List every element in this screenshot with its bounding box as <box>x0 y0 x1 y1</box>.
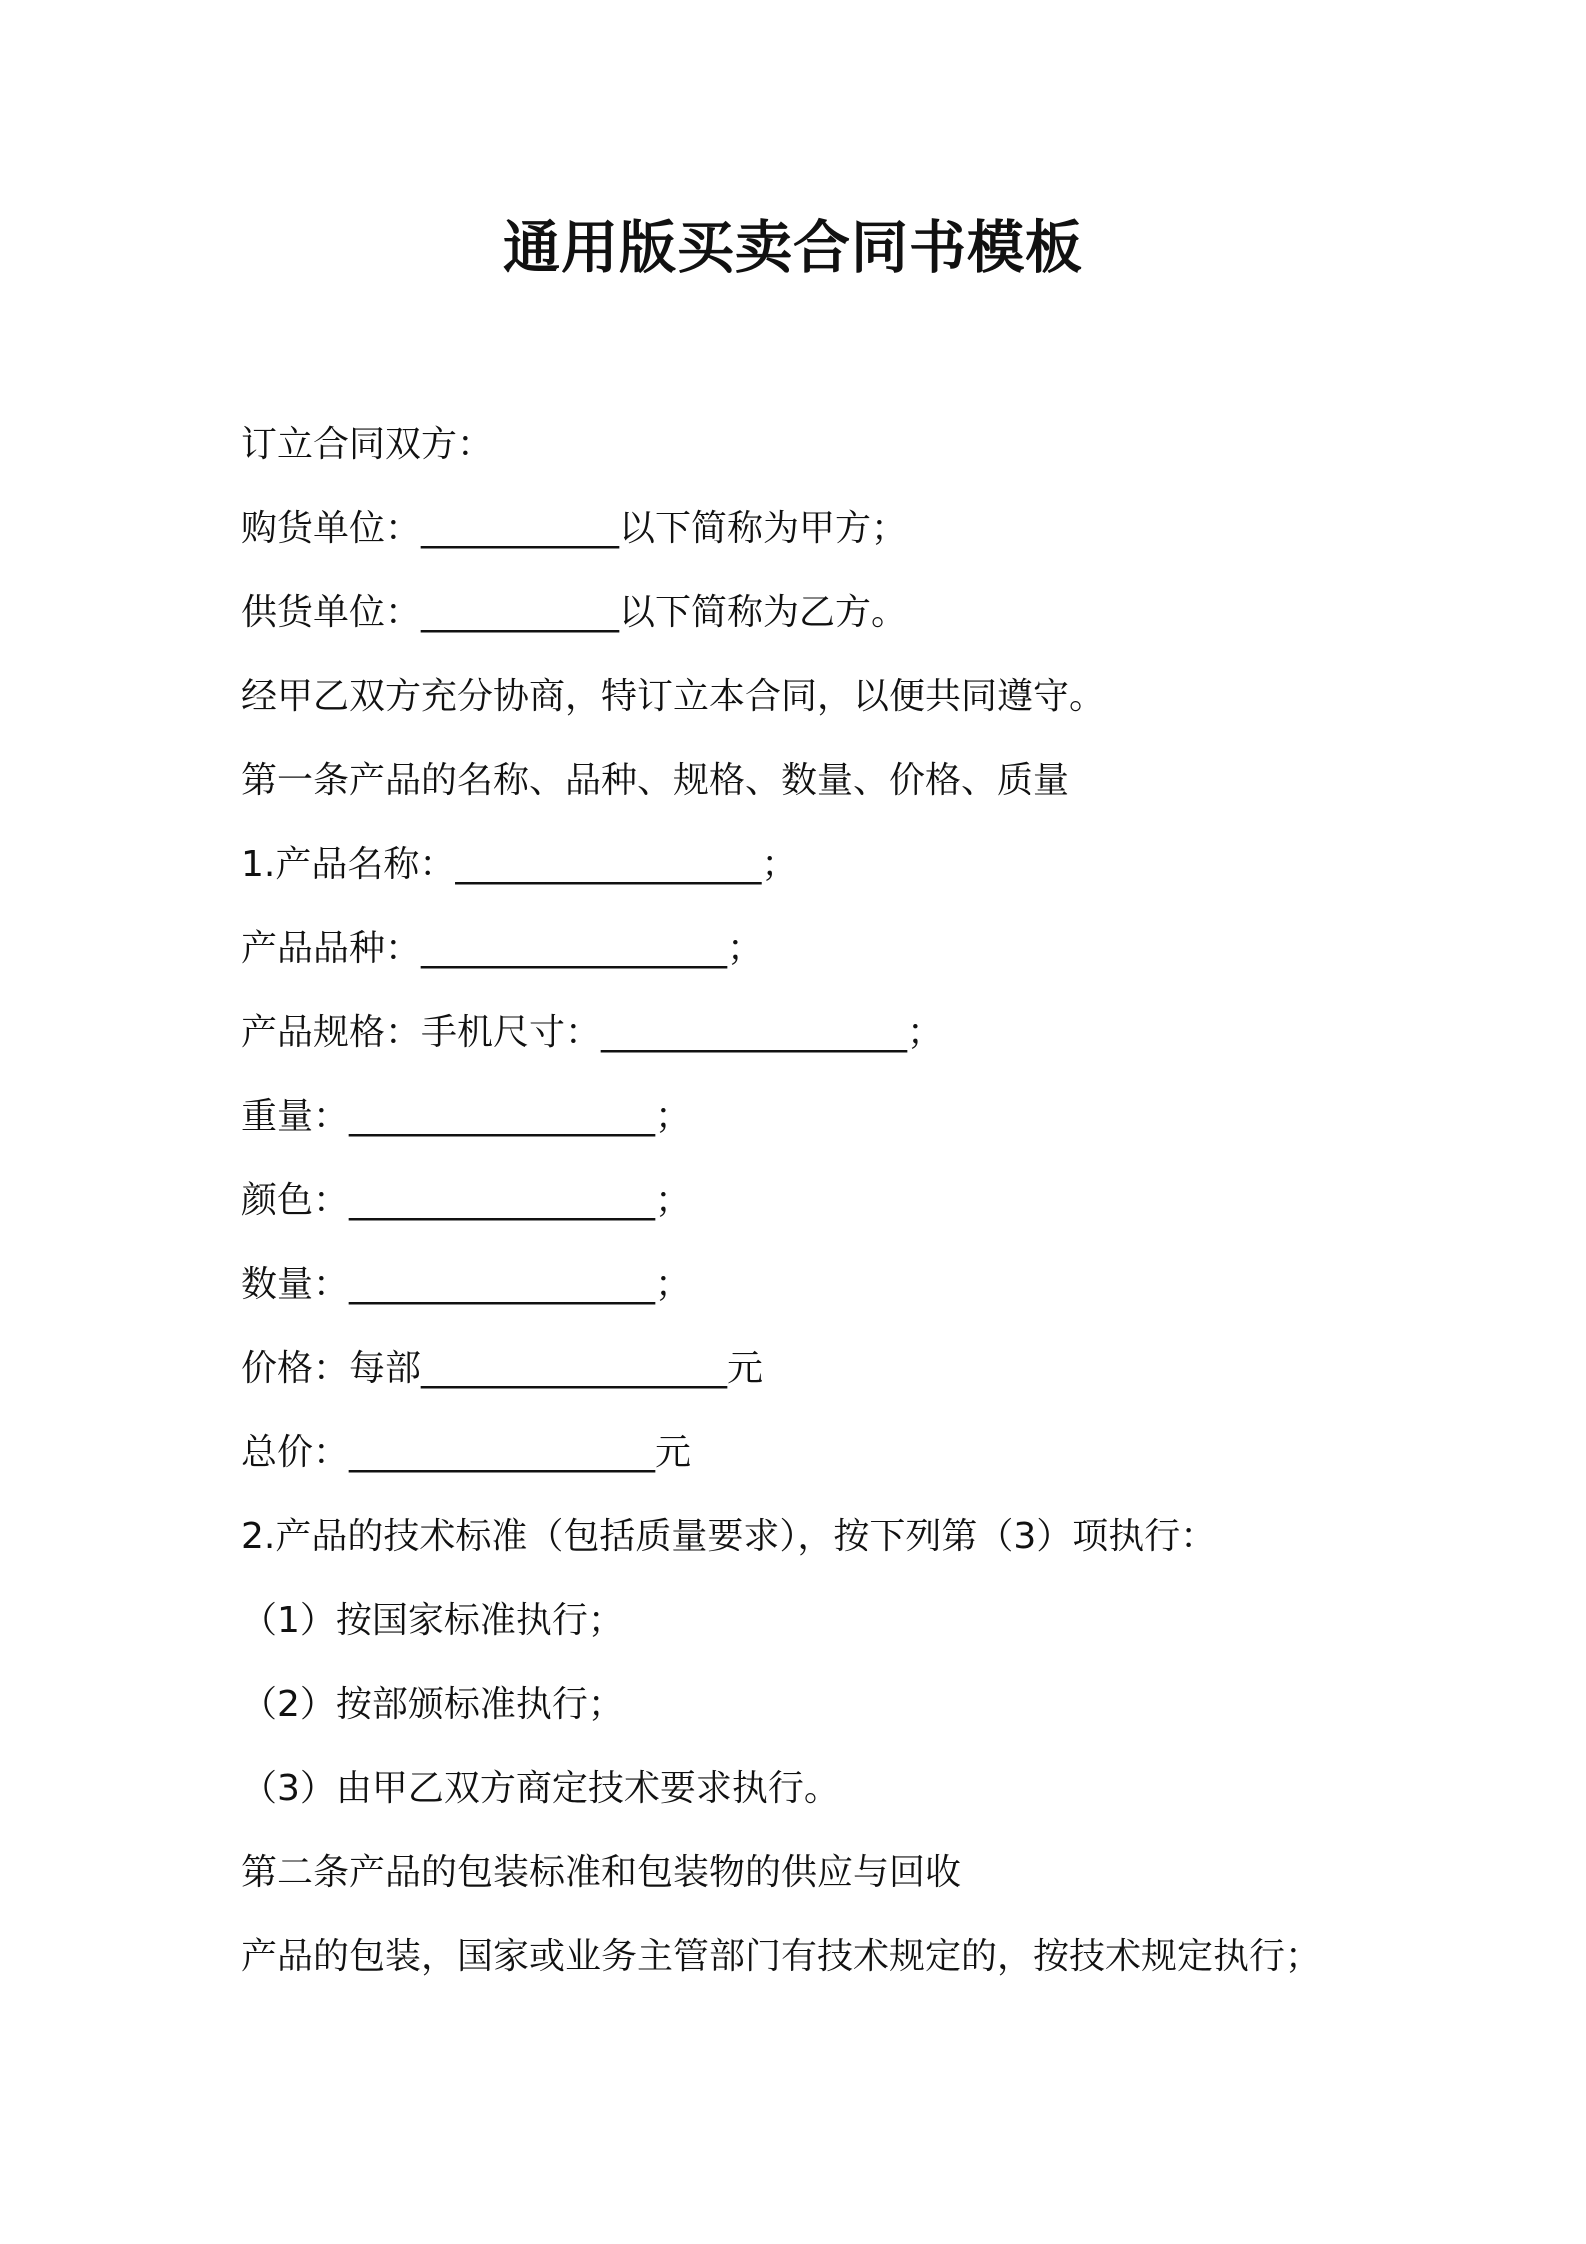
contract-body <box>241 403 1441 1999</box>
technical-standard-line: 2.产品的技术标准（包括质量要求），按下列第（3）项执行： <box>241 1516 1217 1557</box>
product-name-line: 1.产品名称：_________________； <box>241 844 798 885</box>
standard-option-3: （3）由甲乙双方商定技术要求执行。 <box>241 1768 840 1809</box>
product-variety-line: 产品品种：_________________； <box>241 928 764 969</box>
standard-option-1: （1）按国家标准执行； <box>241 1600 624 1641</box>
color-line: 颜色：_________________； <box>241 1180 692 1221</box>
standard-option-2: （2）按部颁标准执行； <box>241 1684 624 1725</box>
article-2-heading: 第二条产品的包装标准和包装物的供应与回收 <box>241 1852 962 1893</box>
article-1-heading: 第一条产品的名称、品种、规格、数量、价格、质量 <box>241 760 1070 801</box>
agreement-statement: 经甲乙双方充分协商，特订立本合同，以便共同遵守。 <box>241 676 1106 717</box>
parties-heading: 订立合同双方： <box>241 424 494 465</box>
seller-line: 供货单位：___________以下简称为乙方。 <box>241 592 908 633</box>
weight-line: 重量：_________________； <box>241 1096 692 1137</box>
unit-price-line: 价格：每部_________________元 <box>241 1348 764 1389</box>
quantity-line: 数量：_________________； <box>241 1264 692 1305</box>
total-price-line: 总价：_________________元 <box>241 1432 692 1473</box>
product-spec-line: 产品规格：手机尺寸：_________________； <box>241 1012 944 1053</box>
document-title: 通用版买卖合同书模板 <box>503 215 1083 281</box>
buyer-line: 购货单位：___________以下简称为甲方； <box>241 508 908 549</box>
packaging-line: 产品的包装，国家或业务主管部门有技术规定的，按技术规定执行； <box>241 1936 1322 1977</box>
